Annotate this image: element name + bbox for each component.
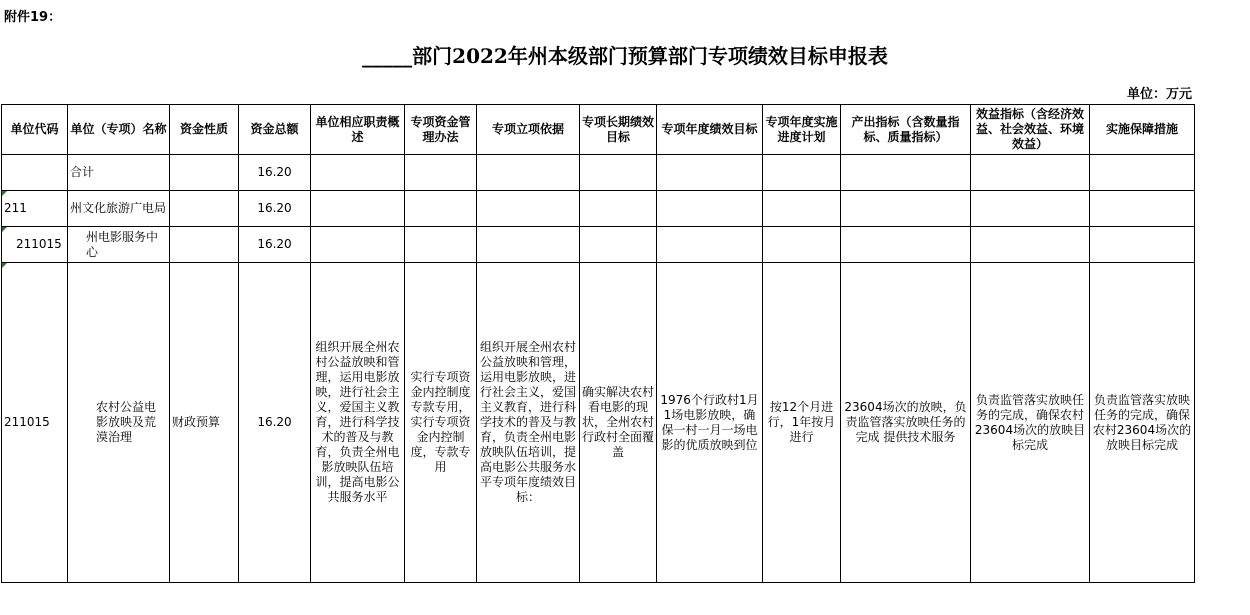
cell-plan: 按12个月进行，1年按月进行 xyxy=(763,263,841,583)
cell-empty xyxy=(405,191,477,227)
header-measures: 实施保障措施 xyxy=(1090,105,1195,155)
table-row-unit xyxy=(2,227,1195,263)
cell-code xyxy=(2,155,68,191)
header-output: 产出指标（含数量指标、质量指标） xyxy=(841,105,971,155)
cell-measures: 负责监管落实放映任务的完成，确保农村23604场次的放映目标完成 xyxy=(1090,263,1195,583)
budget-table xyxy=(1,104,1195,583)
header-duty: 单位相应职责概述 xyxy=(311,105,405,155)
cell-empty xyxy=(477,227,580,263)
cell-empty xyxy=(580,191,657,227)
cell-empty xyxy=(971,227,1090,263)
cell-total: 16.20 xyxy=(239,155,311,191)
cell-empty xyxy=(763,191,841,227)
cell-code: 211015 xyxy=(2,227,68,263)
cell-empty xyxy=(477,155,580,191)
cell-name: 州文化旅游广电局 xyxy=(68,191,170,227)
cell-name: 合计 xyxy=(68,155,170,191)
header-total: 资金总额 xyxy=(239,105,311,155)
header-code: 单位代码 xyxy=(2,105,68,155)
cell-code: 211 xyxy=(2,191,68,227)
header-name: 单位（专项）名称 xyxy=(68,105,170,155)
cell-empty xyxy=(1090,155,1195,191)
cell-empty xyxy=(580,155,657,191)
cell-duty: 组织开展全州农村公益放映和管理，运用电影放映，进行社会主义，爱国主义教育，进行科学技术的普及与教育，负责全州电影放映队伍培训，提高电影公共服务水平 xyxy=(311,263,405,583)
header-basis: 专项立项依据 xyxy=(477,105,580,155)
cell-empty xyxy=(311,155,405,191)
cell-fund-type xyxy=(170,191,239,227)
cell-empty xyxy=(763,227,841,263)
header-row xyxy=(2,105,1195,155)
cell-fund-type xyxy=(170,155,239,191)
cell-total: 16.20 xyxy=(239,191,311,227)
header-plan: 专项年度实施进度计划 xyxy=(763,105,841,155)
cell-name: 州电影服务中心 xyxy=(68,227,170,263)
cell-empty xyxy=(763,155,841,191)
annex-label: 附件19： xyxy=(4,10,62,25)
table-row-department xyxy=(2,191,1195,227)
page-title: _____部门2022年州本级部门预算部门专项绩效目标申报表 xyxy=(362,44,888,68)
cell-empty xyxy=(841,191,971,227)
cell-empty xyxy=(657,155,763,191)
cell-benefit: 负责监管落实放映任务的完成，确保农村23604场次的放映目标完成 xyxy=(971,263,1090,583)
cell-total: 16.20 xyxy=(239,227,311,263)
cell-name: 农村公益电影放映及荒漠治理 xyxy=(68,263,170,583)
cell-empty xyxy=(477,191,580,227)
cell-mgmt: 实行专项资金内控制度专款专用，实行专项资金内控制度，专款专用 xyxy=(405,263,477,583)
header-fund-type: 资金性质 xyxy=(170,105,239,155)
cell-empty xyxy=(405,227,477,263)
cell-empty xyxy=(657,191,763,227)
cell-fund-type xyxy=(170,227,239,263)
cell-empty xyxy=(657,227,763,263)
cell-empty xyxy=(841,227,971,263)
cell-long-goal: 确实解决农村看电影的现状，全州农村行政村全面覆盖 xyxy=(580,263,657,583)
header-benefit: 效益指标（含经济效益、社会效益、环境效益） xyxy=(971,105,1090,155)
cell-empty xyxy=(971,191,1090,227)
cell-empty xyxy=(971,155,1090,191)
unit-label: 单位：万元 xyxy=(1126,87,1192,102)
cell-total: 16.20 xyxy=(239,263,311,583)
cell-output: 23604场次的放映，负责监管落实放映任务的完成 提供技术服务 xyxy=(841,263,971,583)
table-row-total xyxy=(2,155,1195,191)
header-mgmt: 专项资金管理办法 xyxy=(405,105,477,155)
table-row-project xyxy=(2,263,1195,583)
cell-code: 211015 xyxy=(2,263,68,583)
cell-empty xyxy=(1090,227,1195,263)
cell-empty xyxy=(1090,191,1195,227)
cell-empty xyxy=(311,191,405,227)
header-year-goal: 专项年度绩效目标 xyxy=(657,105,763,155)
cell-empty xyxy=(580,227,657,263)
cell-empty xyxy=(841,155,971,191)
cell-empty xyxy=(311,227,405,263)
header-long-goal: 专项长期绩效目标 xyxy=(580,105,657,155)
cell-fund-type: 财政预算 xyxy=(170,263,239,583)
cell-year-goal: 1976个行政村1月1场电影放映，确保一村一月一场电影的优质放映到位 xyxy=(657,263,763,583)
cell-empty xyxy=(405,155,477,191)
cell-basis: 组织开展全州农村公益放映和管理，运用电影放映，进行社会主义，爱国主义教育，进行科学技术的普及与教育，负责全州电影放映队伍培训，提高电影公共服务水平专项年度绩效目标： xyxy=(477,263,580,583)
